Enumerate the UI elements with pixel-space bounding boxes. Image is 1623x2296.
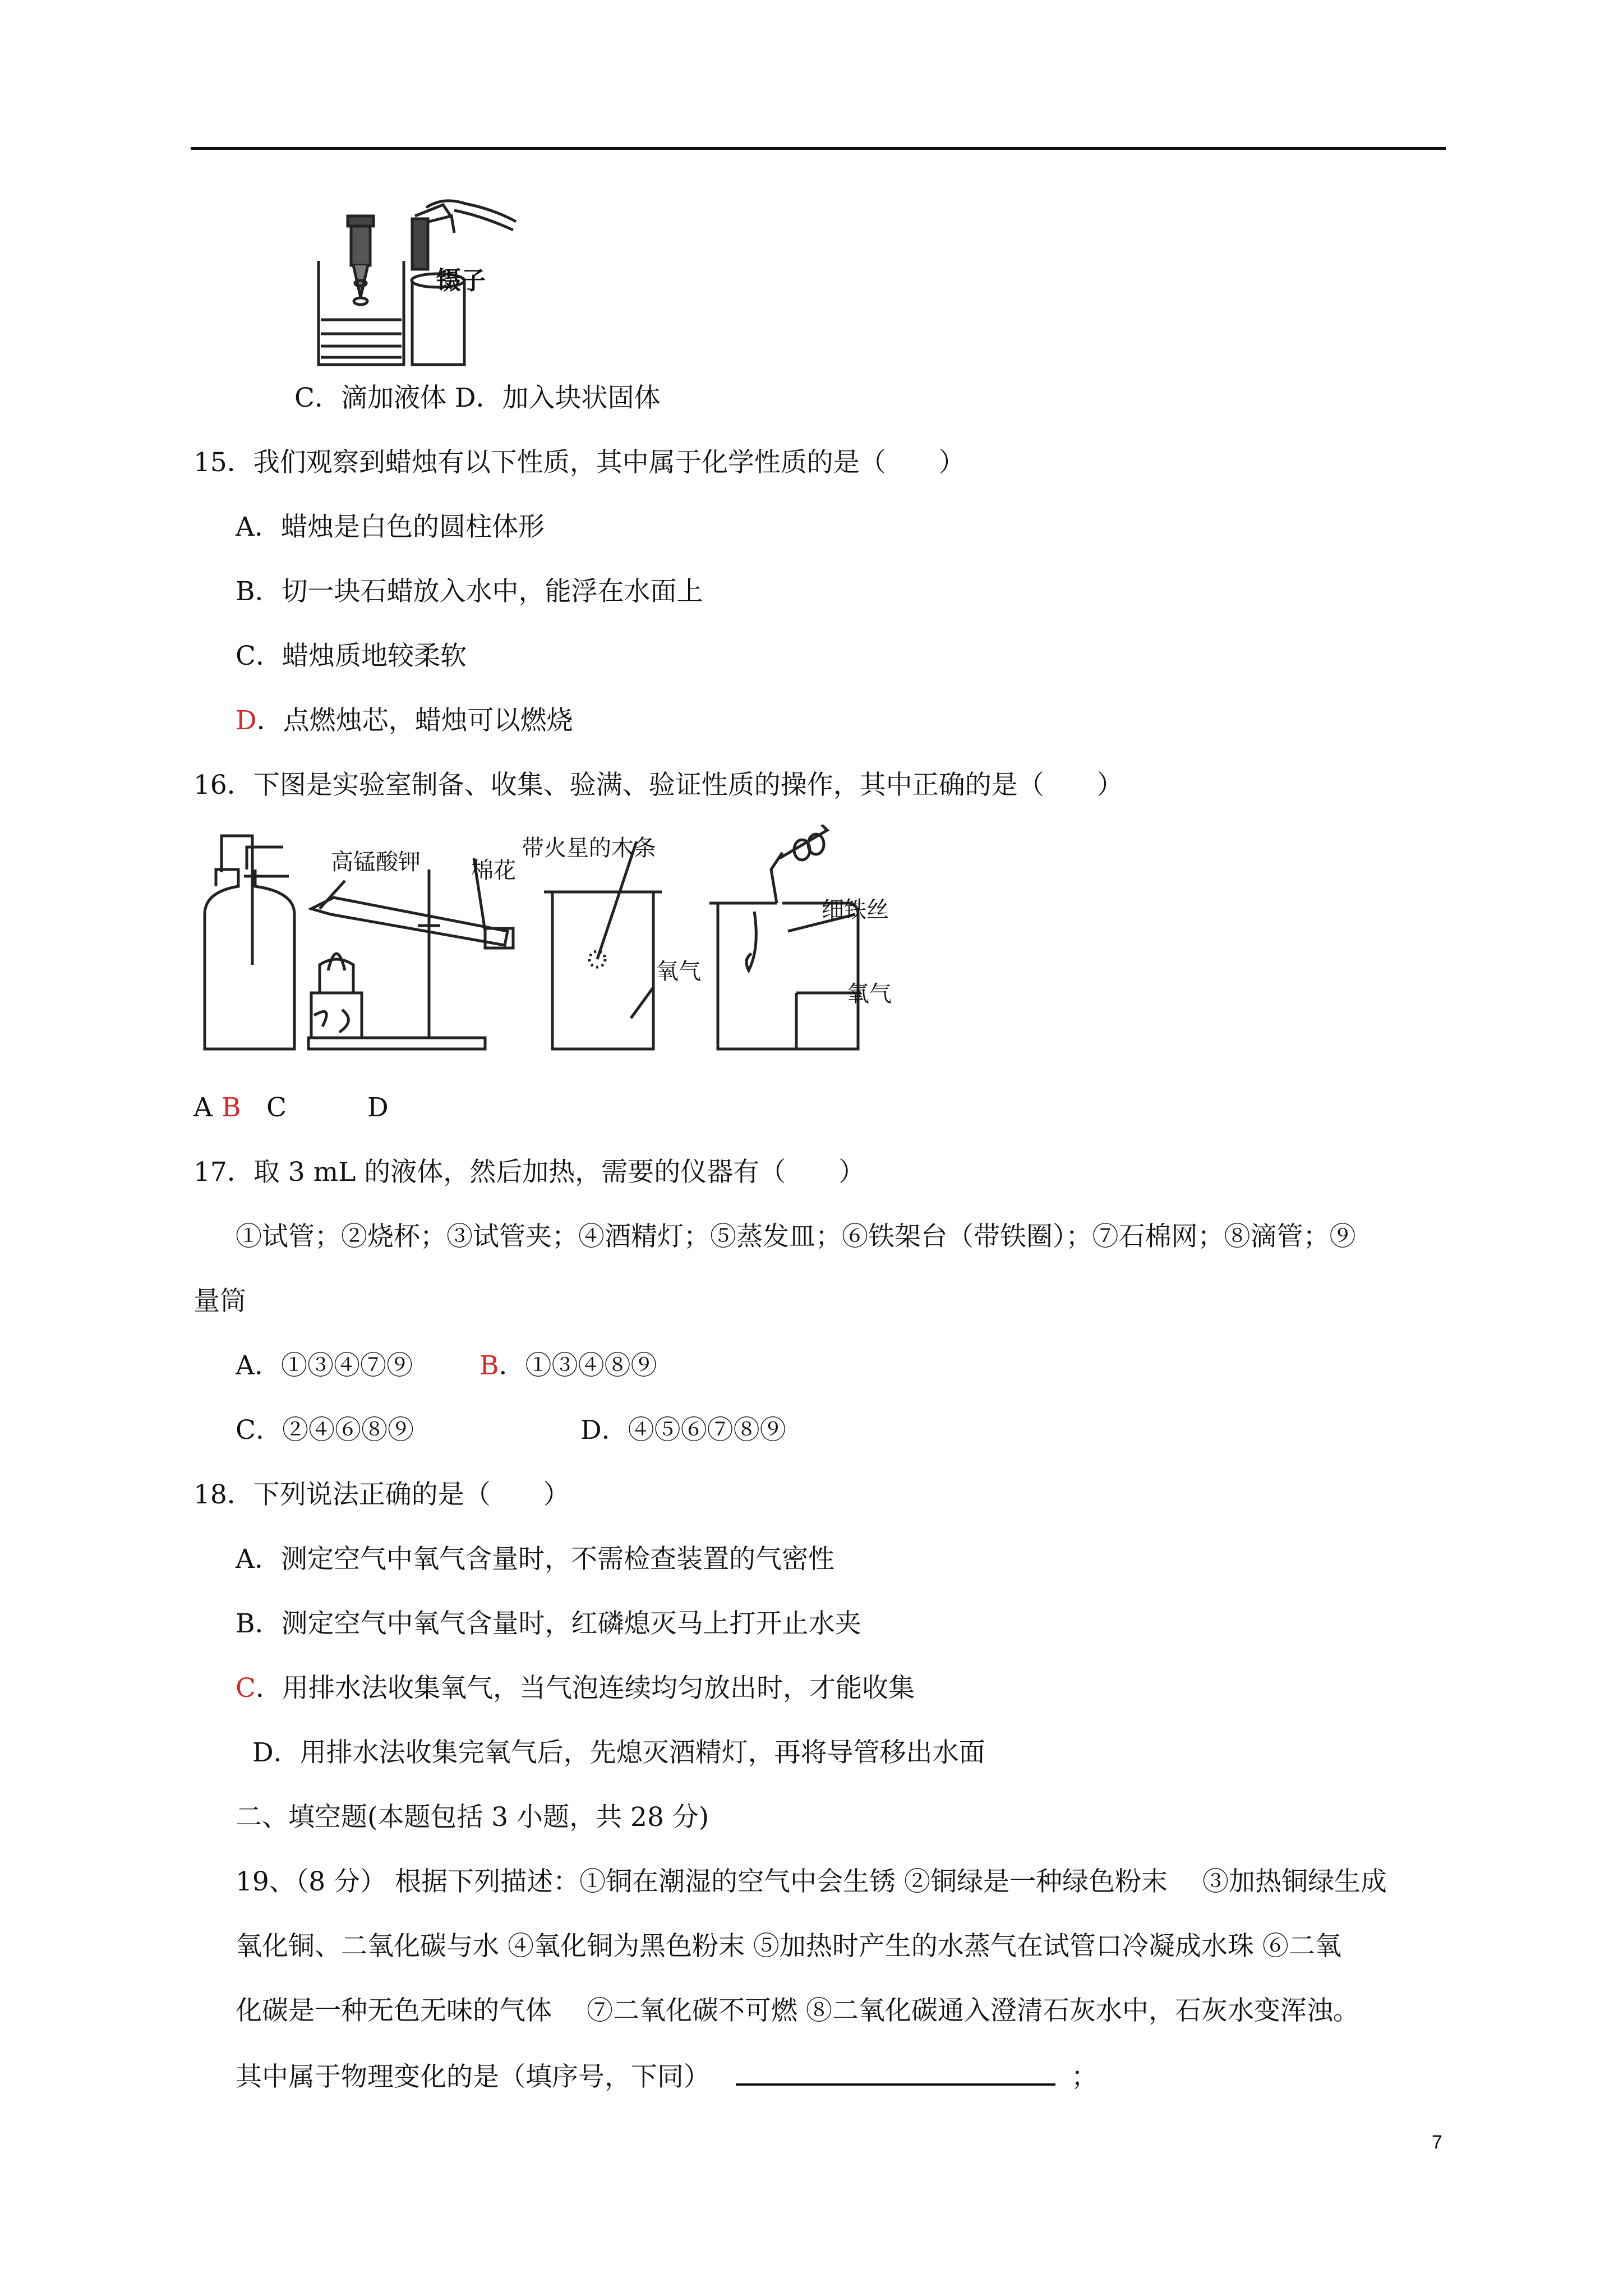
q15-stem: 15．我们观察到蜡烛有以下性质，其中属于化学性质的是（ ） [193, 447, 965, 478]
q18-option-b: B．测定空气中氧气含量时，红磷熄灭马上打开止水夹 [236, 1608, 861, 1639]
q16-option-d: D [367, 1092, 389, 1123]
q16-label-oxygen-c: 氧气 [656, 959, 701, 984]
answer-mark-b: B [479, 1350, 499, 1381]
q19-line3: 化碳是一种无色无味的气体 ⑦二氧化碳不可燃 ⑧二氧化碳通入澄清石灰水中，石灰水变浑浊。 [236, 1995, 1359, 2026]
page-number: 7 [1432, 2132, 1442, 2153]
section-title: 二、填空题(本题包括 3 小题，共 28 分) [236, 1802, 709, 1833]
q16-label-oxygen-d: 氧气 [847, 981, 892, 1007]
answer-blank[interactable] [736, 2059, 1055, 2086]
q17-option-a: A．①③④⑦⑨ [236, 1350, 413, 1381]
q17-items-line2: 量筒 [193, 1286, 246, 1317]
answer-mark-d: D [236, 705, 257, 736]
q16-option-a: A [193, 1092, 213, 1123]
q17-option-d: D．④⑤⑥⑦⑧⑨ [580, 1415, 786, 1446]
q19-line2: 氧化铜、二氧化碳与水 ④氧化铜为黑色粉末 ⑤加热时产生的水蒸气在试管口冷凝成水珠 ⑥二氧 [236, 1931, 1341, 1962]
q15-option-b: B．切一块石蜡放入水中，能浮在水面上 [236, 576, 703, 607]
q15-option-a: A．蜡烛是白色的圆柱体形 [236, 512, 545, 542]
q15-option-c: C．蜡烛质地较柔软 [236, 641, 467, 671]
q16-label-kmno4: 高锰酸钾 [331, 849, 421, 875]
q18-stem: 18．下列说法正确的是（ ） [193, 1479, 570, 1510]
q18-option-c: C．用排水法收集氧气，当气泡连续均匀放出时，才能收集 [236, 1673, 915, 1704]
q16-option-b: B [222, 1092, 241, 1123]
header-rule [191, 147, 1446, 150]
q16-label-cotton: 棉花 [471, 858, 516, 884]
q17-items-line1: ①试管；②烧杯；③试管夹；④酒精灯；⑤蒸发皿；⑥铁架台（带铁圈）；⑦石棉网；⑧滴管；⑨ [236, 1221, 1356, 1252]
q19-line4: 其中属于物理变化的是（填序号，下同） ； [236, 2059, 1098, 2094]
q18-option-a: A．测定空气中氧气含量时，不需检查装置的气密性 [236, 1544, 834, 1575]
q16-stem: 16．下图是实验室制备、收集、验满、验证性质的操作，其中正确的是（ ） [193, 770, 1123, 800]
q14-label-tweezers: 镊子 [436, 266, 486, 295]
q19-line1: 19、（8 分） 根据下列描述：①铜在潮湿的空气中会生锈 ②铜绿是一种绿色粉末 ③加热铜绿生成 [236, 1866, 1387, 1897]
q18-option-d: D．用排水法收集完氧气后，先熄灭酒精灯，再将导管移出水面 [252, 1737, 985, 1768]
q14-caption: C．滴加液体 D．加入块状固体 [294, 383, 661, 413]
q16-label-iron-wire: 细铁丝 [822, 897, 889, 923]
q17-option-b: B．①③④⑧⑨ [479, 1350, 657, 1381]
q17-stem: 17．取 3 mL 的液体，然后加热，需要的仪器有（ ） [193, 1157, 865, 1188]
q16-label-glowing-stick: 带火星的木条 [522, 835, 656, 861]
q14-figure [314, 199, 572, 367]
q16-option-c: C [266, 1092, 287, 1123]
q16-figure [193, 825, 917, 1060]
answer-mark-c: C [236, 1673, 256, 1704]
q15-option-d: D．点燃烛芯，蜡烛可以燃烧 [236, 705, 573, 736]
q17-option-c: C．②④⑥⑧⑨ [236, 1415, 414, 1446]
